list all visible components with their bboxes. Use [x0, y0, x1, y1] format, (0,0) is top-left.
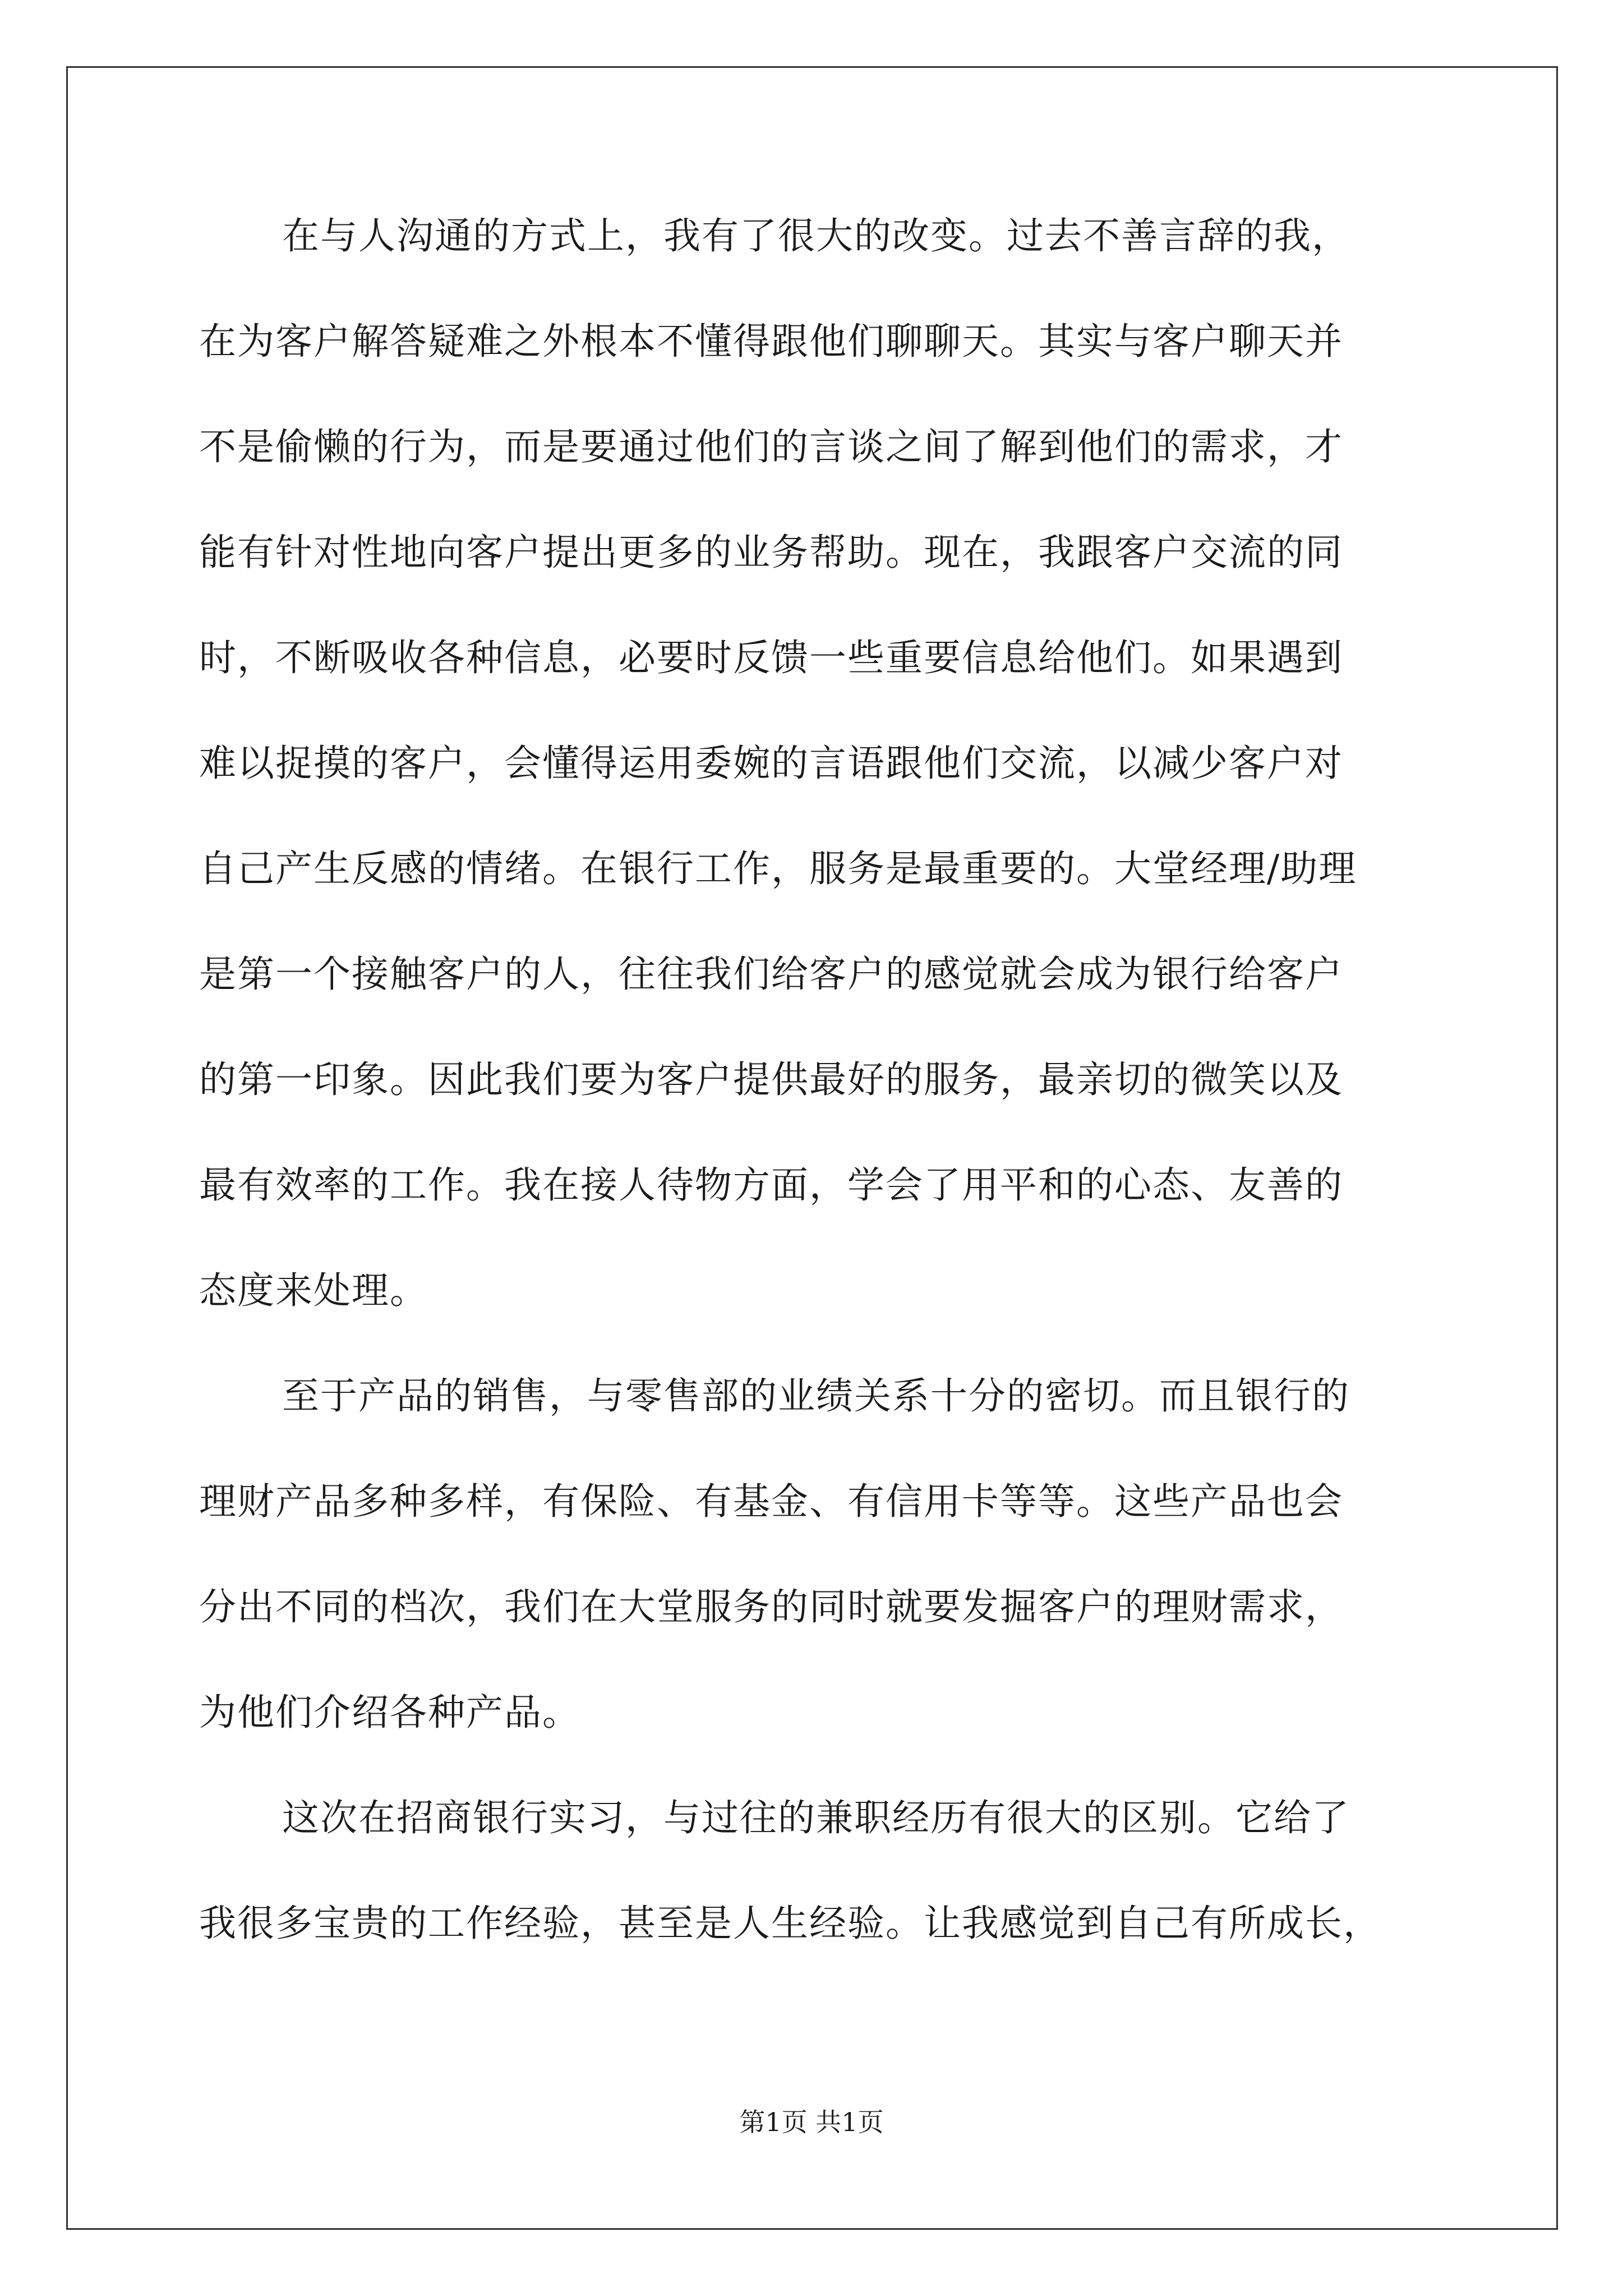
document-body: [199, 209, 1433, 2001]
paragraph-line: 最有效率的工作。我在接人待物方面，学会了用平和的心态、友善的: [199, 1163, 1343, 1207]
paragraph-line: 自己产生反感的情绪。在银行工作，服务是最重要的。大堂经理/助理: [199, 847, 1357, 890]
paragraph-line: 的第一印象。因此我们要为客户提供最好的服务，最亲切的微笑以及: [199, 1058, 1343, 1101]
paragraph-line: 在为客户解答疑难之外根本不懂得跟他们聊聊天。其实与客户聊天并: [199, 320, 1343, 363]
paragraph-line: 这次在招商银行实习，与过往的兼职经历有很大的区别。它给了: [282, 1796, 1350, 1839]
paragraph-line: 态度来处理。: [199, 1269, 428, 1312]
paragraph-line: 不是偷懒的行为，而是要通过他们的言谈之间了解到他们的需求，才: [199, 425, 1343, 468]
paragraph-line: 分出不同的档次，我们在大堂服务的同时就要发掘客户的理财需求，: [199, 1585, 1343, 1628]
paragraph-line: 能有针对性地向客户提出更多的业务帮助。现在，我跟客户交流的同: [199, 531, 1343, 574]
paragraph-line: 难以捉摸的客户，会懂得运用委婉的言语跟他们交流，以减少客户对: [199, 742, 1343, 785]
paragraph-line: 在与人沟通的方式上，我有了很大的改变。过去不善言辞的我，: [282, 214, 1350, 257]
paragraph-line: 理财产品多种多样，有保险、有基金、有信用卡等等。这些产品也会: [199, 1480, 1343, 1523]
paragraph-line: 我很多宝贵的工作经验，甚至是人生经验。让我感觉到自己有所成长，: [199, 1902, 1381, 1945]
paragraph-line: 至于产品的销售，与零售部的业绩关系十分的密切。而且银行的: [282, 1374, 1350, 1418]
paragraph-line: 时，不断吸收各种信息，必要时反馈一些重要信息给他们。如果遇到: [199, 636, 1343, 679]
page-footer: 第1页 共1页: [739, 2107, 884, 2137]
paragraph-line: 是第一个接触客户的人，往往我们给客户的感觉就会成为银行给客户: [199, 953, 1343, 996]
paragraph-line: 为他们介绍各种产品。: [199, 1691, 580, 1734]
